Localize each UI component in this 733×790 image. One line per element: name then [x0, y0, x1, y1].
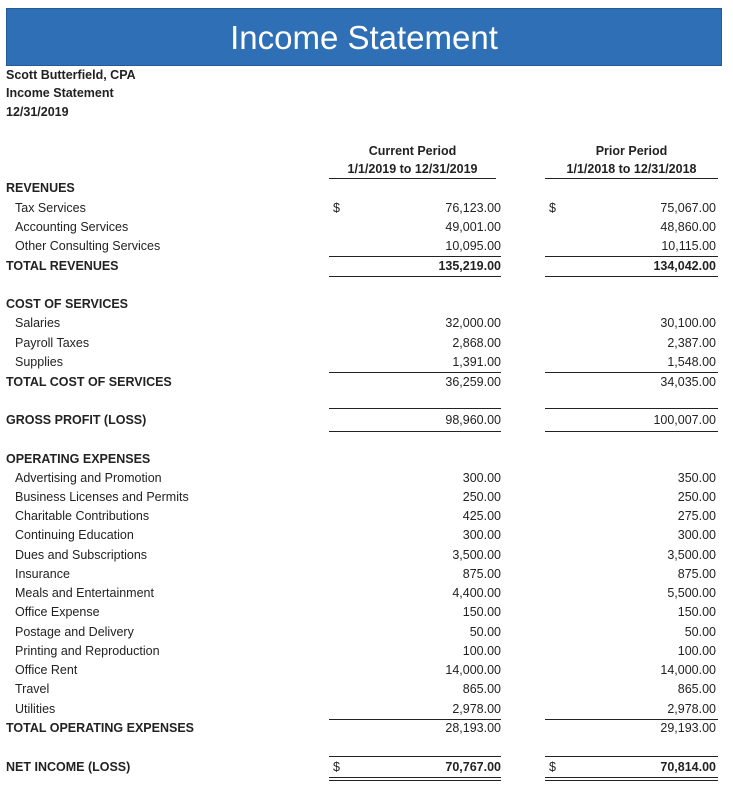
table-row: [0, 644, 733, 663]
table-row: [0, 201, 733, 220]
line-item-label: Insurance: [15, 567, 70, 581]
prior-value: 865.00: [677, 682, 716, 696]
table-row: [0, 663, 733, 682]
section-heading: [0, 181, 733, 200]
current-value: 3,500.00: [452, 548, 501, 562]
double-underline: [545, 777, 718, 781]
current-period-header: [329, 144, 496, 179]
line-item-label: Other Consulting Services: [15, 239, 161, 253]
total-row: [0, 375, 733, 394]
currency-symbol: $: [549, 201, 556, 215]
current-gross-profit: 98,960.00: [445, 413, 501, 427]
current-value: 250.00: [462, 490, 501, 504]
total-label: TOTAL COST OF SERVICES: [6, 375, 172, 389]
prior-value: 5,500.00: [667, 586, 716, 600]
line-item-label: Continuing Education: [15, 528, 134, 542]
current-value: 2,978.00: [452, 702, 501, 716]
total-rule: [329, 276, 501, 277]
line-item-label: Payroll Taxes: [15, 336, 90, 350]
gross-profit-rule: [545, 431, 718, 432]
total-rule: [545, 276, 718, 277]
prior-net-income: 70,814.00: [660, 760, 716, 774]
current-value: 425.00: [462, 509, 501, 523]
line-item-label: Travel: [15, 682, 50, 696]
prior-value: 150.00: [677, 605, 716, 619]
net-income-label: NET INCOME (LOSS): [6, 760, 131, 774]
line-item-label: Advertising and Promotion: [15, 471, 162, 485]
revenues-heading: REVENUES: [6, 181, 75, 195]
prior-value: 3,500.00: [667, 548, 716, 562]
line-item-label: Printing and Reproduction: [15, 644, 160, 658]
statement-date: 12/31/2019: [6, 105, 69, 119]
current-value: 10,095.00: [445, 239, 501, 253]
subtotal-rule: [329, 256, 501, 257]
currency-symbol: $: [333, 760, 340, 774]
current-value: 875.00: [462, 567, 501, 581]
net-income-rule: [329, 756, 501, 757]
company-name: Scott Butterfield, CPA: [6, 68, 136, 82]
line-item-label: Meals and Entertainment: [15, 586, 154, 600]
prior-total: 29,193.00: [660, 721, 716, 735]
prior-value: 1,548.00: [667, 355, 716, 369]
net-income-rule: [545, 756, 718, 757]
prior-value: 100.00: [677, 644, 716, 658]
currency-symbol: $: [549, 760, 556, 774]
prior-value: 10,115.00: [661, 239, 716, 253]
current-period-title: Current Period: [368, 144, 457, 158]
line-item-label: Utilities: [15, 702, 56, 716]
table-row: [0, 471, 733, 490]
current-total: 28,193.00: [445, 721, 501, 735]
prior-value: 48,860.00: [660, 220, 716, 234]
table-row: [0, 567, 733, 586]
current-value: 1,391.00: [452, 355, 501, 369]
prior-value: 300.00: [677, 528, 716, 542]
line-item-label: Supplies: [15, 355, 63, 369]
title-banner: Income Statement: [6, 8, 722, 66]
prior-total: 134,042.00: [653, 259, 716, 273]
gross-profit-rule: [329, 431, 501, 432]
prior-value: 30,100.00: [660, 316, 716, 330]
current-period-range: 1/1/2019 to 12/31/2019: [329, 162, 496, 179]
prior-period-header: [545, 144, 718, 179]
prior-period-title: Prior Period: [595, 144, 668, 158]
table-row: [0, 625, 733, 644]
prior-value: 14,000.00: [660, 663, 716, 677]
prior-value: 875.00: [677, 567, 716, 581]
table-row: [0, 528, 733, 547]
line-item-label: Office Rent: [15, 663, 78, 677]
current-value: 865.00: [462, 682, 501, 696]
table-row: [0, 586, 733, 605]
table-row: [0, 509, 733, 528]
gross-profit-rule: [545, 408, 718, 409]
prior-period-range: 1/1/2018 to 12/31/2018: [545, 162, 718, 179]
current-value: 32,000.00: [445, 316, 501, 330]
line-item-label: Dues and Subscriptions: [15, 548, 148, 562]
table-row: [0, 316, 733, 335]
section-heading: [0, 297, 733, 316]
table-row: [0, 548, 733, 567]
gross-profit-row: [0, 413, 733, 432]
table-row: [0, 682, 733, 701]
table-row: [0, 605, 733, 624]
table-row: [0, 490, 733, 509]
line-item-label: Postage and Delivery: [15, 625, 134, 639]
subtotal-rule: [545, 372, 718, 373]
current-value: 76,123.00: [445, 201, 501, 215]
current-value: 300.00: [462, 528, 501, 542]
current-value: 50.00: [469, 625, 501, 639]
subtotal-rule: [545, 256, 718, 257]
current-total: 135,219.00: [438, 259, 501, 273]
line-item-label: Salaries: [15, 316, 61, 330]
subtotal-rule: [545, 719, 718, 720]
operating-expenses-heading: OPERATING EXPENSES: [6, 452, 151, 466]
current-value: 49,001.00: [445, 220, 501, 234]
prior-value: 275.00: [677, 509, 716, 523]
current-value: 4,400.00: [452, 586, 501, 600]
prior-value: 2,978.00: [667, 702, 716, 716]
statement-name: Income Statement: [6, 86, 114, 100]
currency-symbol: $: [333, 201, 340, 215]
table-row: [0, 336, 733, 355]
line-item-label: Accounting Services: [15, 220, 129, 234]
total-label: TOTAL REVENUES: [6, 259, 119, 273]
prior-value: 2,387.00: [667, 336, 716, 350]
prior-gross-profit: 100,007.00: [653, 413, 716, 427]
prior-total: 34,035.00: [660, 375, 716, 389]
section-heading: [0, 452, 733, 471]
prior-value: 350.00: [677, 471, 716, 485]
total-row: [0, 721, 733, 740]
subtotal-rule: [329, 719, 501, 720]
current-value: 2,868.00: [452, 336, 501, 350]
total-label: TOTAL OPERATING EXPENSES: [6, 721, 194, 735]
current-value: 300.00: [462, 471, 501, 485]
line-item-label: Charitable Contributions: [15, 509, 150, 523]
table-row: [0, 220, 733, 239]
gross-profit-label: GROSS PROFIT (LOSS): [6, 413, 147, 427]
current-value: 100.00: [462, 644, 501, 658]
prior-value: 250.00: [677, 490, 716, 504]
prior-value: 50.00: [684, 625, 716, 639]
line-item-label: Tax Services: [15, 201, 86, 215]
current-value: 150.00: [462, 605, 501, 619]
line-item-label: Business Licenses and Permits: [15, 490, 189, 504]
gross-profit-rule: [329, 408, 501, 409]
double-underline: [329, 777, 501, 781]
prior-value: 75,067.00: [660, 201, 716, 215]
subtotal-rule: [329, 372, 501, 373]
current-total: 36,259.00: [445, 375, 501, 389]
current-value: 14,000.00: [445, 663, 501, 677]
cost-of-services-heading: COST OF SERVICES: [6, 297, 129, 311]
current-net-income: 70,767.00: [445, 760, 501, 774]
line-item-label: Office Expense: [15, 605, 100, 619]
